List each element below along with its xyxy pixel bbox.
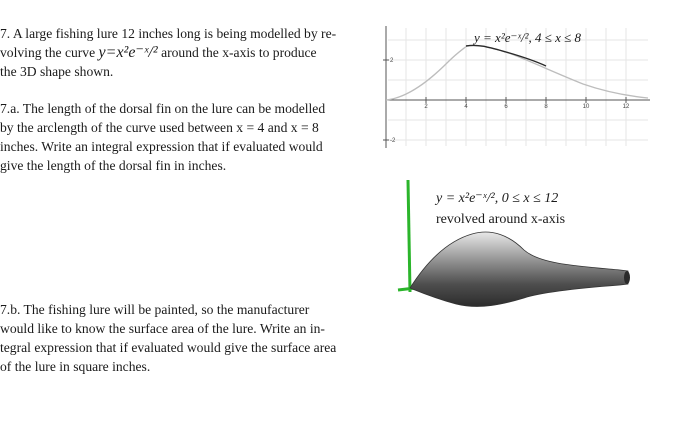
problem-7b-line: would like to know the surface area of the lure. Write an in- [0,321,325,336]
problem-7-line-2-before: volving the curve [0,45,96,60]
lure-tail-cap [624,271,630,284]
problem-7b-line: tegral expression that if evaluated would give the surface area [0,340,337,355]
problem-7b-line: 7.b. The fishing lure will be painted, so the manufacturer [0,302,310,317]
curve-full [386,45,648,100]
problem-7a-line: give the length of the dorsal fin in inches. [0,158,227,173]
curve-equation: y=x²e⁻ˣ/² [98,44,158,61]
problem-7a-line: 7.a. The length of the dorsal fin on the lure can be modelled [0,101,326,116]
problem-7-line-2-after: around the x-axis to produce [161,45,317,60]
x-tick-label: 2 [424,104,428,110]
problem-7b-text [0,300,372,376]
problem-7-line-3: the 3D shape shown. [0,64,114,79]
graph-caption: y = x²e⁻ˣ/², 4 ≤ x ≤ 8 [474,30,582,45]
problem-7b-line: of the lure in square inches. [0,359,151,374]
problem-7-line-1: 7. A large fishing lure 12 inches long is being modelled by re- [0,26,337,41]
lure-body [410,232,628,307]
lure-caption-description: revolved around x-axis [436,212,566,227]
problem-7a-line: inches. Write an integral expression that if evaluated would [0,139,323,154]
problem-7a-line: by the arclength of the curve used between x = 4 and x = 8 [0,120,319,135]
x-tick-label: 4 [464,104,468,110]
problem-7-line-2 [0,43,372,62]
x-tick-label: 6 [504,104,508,110]
lure-caption-equation: y = x²e⁻ˣ/², 0 ≤ x ≤ 12 [436,191,559,206]
x-tick-label: 12 [622,104,630,110]
y-tick-label: 2 [390,58,394,64]
vertical-axis-line [408,180,410,292]
problem-7-text [0,24,372,81]
y-tick-label: -2 [390,138,396,144]
lure-caption [436,188,565,230]
problem-7a-text [0,99,372,175]
x-tick-label: 10 [582,104,590,110]
x-tick-label: 8 [544,104,548,110]
